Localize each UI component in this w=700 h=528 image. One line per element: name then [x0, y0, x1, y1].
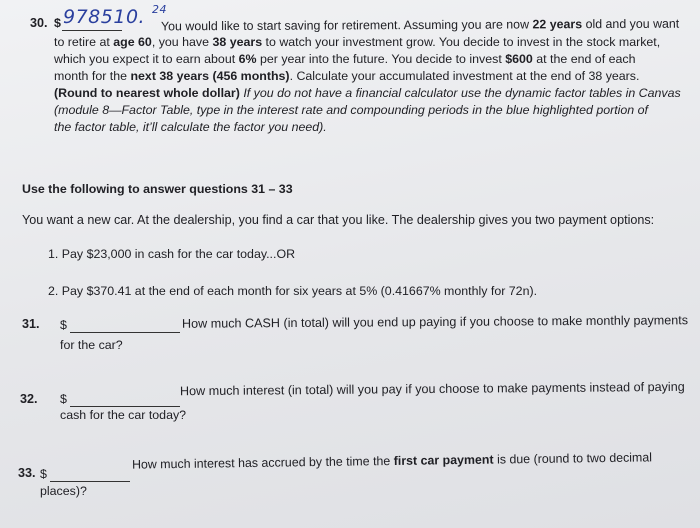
q32-answer-blank: [70, 394, 180, 407]
q33-answer-blank: [50, 469, 130, 482]
q30-line-3-c: per year into the future. You decide to invest: [259, 52, 502, 66]
q30-line-3: [54, 51, 635, 68]
q31-number: 31.: [22, 317, 40, 331]
q33-question-line-1: [132, 449, 652, 473]
q30-line-4: [54, 68, 639, 85]
payment-option-2: 2. Pay $370.41 at the end of each month for six years at 5% (0.41667% monthly for 72n).: [48, 284, 538, 298]
q30-line-2-d: to watch your investment grow. You decide to invest in the stock market,: [265, 35, 661, 49]
q30-handwritten-answer: 978510.: [63, 6, 146, 28]
q31-dollar: $: [60, 318, 67, 332]
q30-line-2: [54, 34, 660, 51]
q30-line-7: the factor table, it’ll calculate the factor you need).: [54, 120, 327, 134]
q30-line-5: [54, 85, 681, 102]
q30-line-1-text: You would like to start saving for retirement. Assuming you are now: [160, 17, 530, 34]
q30-rounding-note: (Round to nearest whole dollar): [54, 86, 240, 100]
q32-question-line-2: cash for the car today?: [60, 408, 187, 422]
q30-handwritten-cents: 24: [152, 3, 167, 16]
q32-question-line-1: How much interest (in total) will you pay if you choose to make payments instead of paying: [179, 379, 685, 399]
q30-line-4-c: . Calculate your accumulated investment at the end of 38 years.: [289, 69, 640, 83]
q33-question-line-2: places)?: [40, 484, 87, 498]
q30-line-6: (module 8—Factor Table, type in the interest rate and compounding periods in the blue highlighted portion of: [54, 103, 648, 117]
q30-line-1: [161, 16, 679, 36]
q30-line-1-tail: old and you want: [585, 16, 680, 32]
q30-line-2-c: , you have: [151, 35, 210, 49]
q32-dollar: $: [60, 392, 67, 406]
q33-line-1-a: How much interest has accrued by the time the: [131, 454, 391, 472]
q32-number: 32.: [20, 392, 38, 406]
q30-calculator-note: If you do not have a financial calculator use the dynamic factor tables in Canvas: [243, 86, 681, 100]
q30-age-now: 22 years: [532, 17, 583, 32]
section-heading: Use the following to answer questions 31 – 33: [22, 182, 293, 196]
q30-months: next 38 years (456 months): [130, 69, 290, 83]
q30-years: 38 years: [212, 35, 263, 49]
q30-line-3-a: which you expect it to earn about: [54, 52, 236, 66]
section-intro: You want a new car. At the dealership, you find a car that you like. The dealership gives you two payment options:: [22, 213, 655, 227]
q31-answer-blank: [70, 320, 180, 333]
q30-dollar: $: [54, 16, 61, 30]
q33-line-1-tail: is due (round to two decimal: [496, 450, 653, 467]
q31-question-line-1: How much CASH (in total) will you end up paying if you choose to make monthly payments: [181, 313, 689, 331]
q33-first-payment: first car payment: [393, 452, 494, 468]
q33-dollar: $: [40, 467, 47, 481]
q31-question-line-2: for the car?: [60, 338, 123, 352]
q30-line-3-e: at the end of each: [536, 52, 636, 66]
q30-retire-age: age 60: [113, 35, 152, 49]
q30-line-2-a: to retire at: [54, 35, 110, 49]
q30-rate: 6%: [238, 52, 257, 66]
q30-number: 30.: [30, 16, 48, 30]
q33-number: 33.: [18, 466, 36, 480]
q30-line-4-a: month for the: [54, 69, 128, 83]
payment-option-1: 1. Pay $23,000 in cash for the car today...OR: [48, 247, 296, 261]
q30-payment: $600: [505, 52, 533, 66]
